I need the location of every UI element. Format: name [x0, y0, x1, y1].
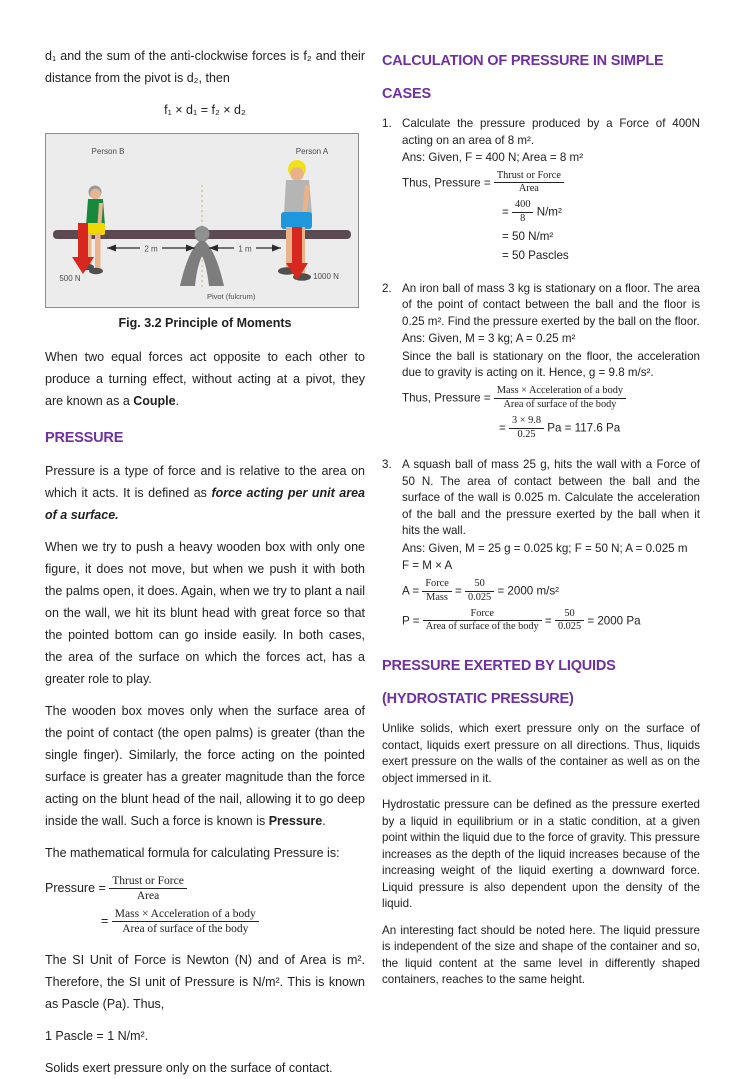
liquids-heading: PRESSURE EXERTED BY LIQUIDS (HYDROSTATIC PRESSURE)	[382, 658, 616, 708]
question-item-3	[382, 457, 700, 637]
paragraph-si-units: The SI Unit of Force is Newton (N) and of Area is m². Therefore, the SI unit of Pressure is N/m². This is known as Pascle (Pa). Thus,	[45, 952, 365, 1011]
figure-3-2	[45, 133, 359, 308]
question-number: 2.	[382, 281, 392, 295]
calc-step	[402, 608, 700, 635]
paragraph-unlike-solids: Unlike solids, which exert pressure only on the surface of contact, liquids exert pressure on all directions. Thus, liquids exert pressure on the walls of the container as well as on the object immersed in it.	[382, 722, 700, 785]
result: = 2000 Pa	[587, 614, 641, 628]
fraction	[423, 608, 542, 635]
pressure-heading: PRESSURE	[45, 430, 124, 446]
paragraph-hydrostatic: Hydrostatic pressure can be defined as the pressure exerted by a liquid in equilibrium or in a static condition, at a given point within the liquid due to the force of gravity. This pressure increases as the depth of the liquid increases because of the increasing weight of the liquid exerting a downward force. Liquid pressure is also dependent upon the density of the liquid.	[382, 798, 700, 911]
equation-line: F = M × A	[402, 559, 453, 573]
lhs: A =	[402, 584, 420, 598]
force-right-label: 1000 N	[313, 272, 339, 281]
question-item-1	[382, 116, 700, 268]
denominator: Area	[136, 890, 160, 903]
denominator: 0.025	[468, 591, 492, 603]
paragraph-push-box: When we try to push a heavy wooden box with only one figure, it does not move, but when we push it with both the palms open, it does. Again, when we try to plant a nail on the wall, we hit its blunt head with great force so that the pointed bottom can go inside easily. In both cases, the area of the surface on which the forces act, has a greater role to play.	[45, 540, 365, 686]
pivot-ball	[195, 227, 210, 242]
pivot-label: Pivot (fulcrum)	[207, 292, 256, 301]
formula-line	[402, 385, 700, 412]
fraction	[509, 415, 544, 442]
numerator: Thrust or Force	[109, 874, 187, 889]
denominator: Mass	[426, 591, 448, 603]
fraction	[422, 578, 451, 605]
numerator: Thrust or Force	[494, 170, 564, 184]
numerator: 50	[465, 578, 494, 592]
answer-given: Ans: Given, M = 3 kg; A = 0.25 m²	[402, 332, 576, 346]
wooden-period: .	[322, 814, 326, 828]
fraction	[512, 199, 533, 226]
figure-caption: Fig. 3.2 Principle of Moments	[118, 316, 292, 330]
person-a-label: Person A	[295, 147, 329, 156]
distance-left-label: 2 m	[144, 244, 158, 254]
result: = 2000 m/s²	[497, 584, 559, 598]
calculation-heading: CALCULATION OF PRESSURE IN SIMPLE CASES	[382, 53, 664, 102]
calc-step	[402, 578, 700, 605]
force-left-label: 500 N	[59, 274, 81, 283]
equals-sign: =	[502, 205, 509, 219]
definition-emphasis: force acting per unit area of a surface.	[45, 486, 365, 522]
couple-period: .	[175, 394, 180, 408]
lhs: P =	[402, 614, 420, 628]
numerator: 50	[555, 608, 584, 622]
fraction	[494, 385, 626, 412]
left-column	[45, 45, 365, 1075]
answer-given: Ans: Given, F = 400 N; Area = 8 m²	[402, 151, 584, 164]
pressure-formula	[45, 874, 365, 937]
paragraph-interesting-fact: An interesting fact should be noted here. The liquid pressure is independent of the size and shape of the container and so, the liquid content at the same level in differently shaped containers, reaches to the same height.	[382, 923, 700, 987]
equals-sign: =	[499, 421, 506, 435]
calc-step	[499, 415, 700, 442]
definition-text: Pressure is a type of force and is relative to the area on which it acts. It is defined as	[45, 464, 365, 500]
calc-step	[502, 199, 700, 226]
formula-line-2	[101, 907, 365, 937]
numerator: 3 × 9.8	[509, 415, 544, 429]
formula-line	[402, 170, 700, 197]
pressure-term: Pressure	[268, 814, 323, 828]
denominator: 0.25	[517, 428, 536, 440]
denominator: 0.025	[557, 621, 582, 633]
denominator: Area of surface of the body	[425, 621, 539, 633]
fraction	[465, 578, 494, 605]
thus-label: Thus, Pressure =	[402, 175, 491, 189]
question-text: A squash ball of mass 25 g, hits the wall with a Force of 50 N. The area of contact between the ball and the surface of the wall is 0.025 m. Calculate the acceleration of the ball and the pressure exerted by the ball when it hits the wall.	[402, 458, 700, 538]
person-b-label: Person B	[91, 147, 125, 156]
seesaw-diagram	[45, 133, 359, 308]
answer-given: Ans: Given, M = 25 g = 0.025 kg; F = 50 N; A = 0.025 m	[402, 541, 688, 555]
units: N/m²	[536, 205, 562, 219]
formula-intro: The mathematical formula for calculating Pressure is:	[45, 846, 340, 860]
fraction	[555, 608, 584, 635]
fraction-thrust-area	[109, 874, 187, 904]
fraction	[494, 170, 564, 197]
equals-sign: =	[101, 913, 109, 928]
numerator: Force	[422, 578, 451, 592]
question-text: An iron ball of mass 3 kg is stationary on a floor. The area of the point of contact between the ball and the floor is 0.25 m². Find the pressure exerted by the ball on the floor.	[402, 281, 700, 328]
formula-line-1	[45, 874, 365, 904]
denominator: Area of surface of the body	[122, 923, 249, 936]
question-number: 3.	[382, 458, 392, 472]
question-body	[402, 116, 700, 268]
moments-intro-text: d₁ and the sum of the anti-clockwise forces is f₂ and their distance from the pivot is d₂, then	[45, 49, 365, 85]
couple-text: When two equal forces act opposite to each other to produce a turning effect, without acting at a pivot, they are known as a	[45, 350, 365, 408]
numerator: 400	[512, 199, 533, 213]
result: Pa = 117.6 Pa	[547, 421, 621, 435]
right-column	[382, 45, 700, 1052]
couple-term: Couple	[133, 394, 176, 408]
answer-note: Since the ball is stationary on the floor, the acceleration due to gravity is acting on it. Hence, g = 9.8 m/s².	[402, 349, 700, 380]
denominator: Area of surface of the body	[503, 398, 617, 410]
moments-equation: f₁ × d₁ = f₂ × d₂	[164, 103, 246, 117]
numerator: Force	[423, 608, 542, 622]
equals-sign: =	[544, 614, 552, 628]
wooden-text: The wooden box moves only when the surface area of the point of contact (the open palms) is greater (than the single finger). Similarly, the force acting on the pointed surface is greater has a greater magnitude than the force acting on the blunt head of the nail, allowing it to go deep inside the wall. Such a force is known is	[45, 704, 365, 828]
question-item-2	[382, 281, 700, 444]
distance-right-label: 1 m	[238, 244, 252, 254]
couple-paragraph	[45, 346, 365, 412]
numerator: Mass × Acceleration of a body	[494, 385, 626, 399]
formula-lhs: Pressure =	[45, 881, 106, 896]
calc-step: = 50 N/m²	[502, 229, 554, 243]
pascal-line: 1 Pascle = 1 N/m².	[45, 1028, 149, 1043]
fraction-mass-area	[112, 907, 259, 937]
paragraph-wooden-box	[45, 700, 365, 832]
numerator: Mass × Acceleration of a body	[112, 907, 259, 922]
calc-step: = 50 Pascles	[502, 249, 569, 263]
thus-label: Thus, Pressure =	[402, 391, 491, 405]
question-text: Calculate the pressure produced by a Force of 400N acting on an area of 8 m².	[402, 117, 700, 147]
equals-sign: =	[455, 584, 462, 598]
question-body	[402, 457, 700, 637]
denominator: 8	[520, 213, 526, 225]
solids-line: Solids exert pressure only on the surface of contact.	[45, 1060, 333, 1075]
denominator: Area	[518, 183, 539, 195]
question-number: 1.	[382, 117, 392, 130]
question-body	[402, 281, 700, 444]
pressure-definition	[45, 460, 365, 526]
